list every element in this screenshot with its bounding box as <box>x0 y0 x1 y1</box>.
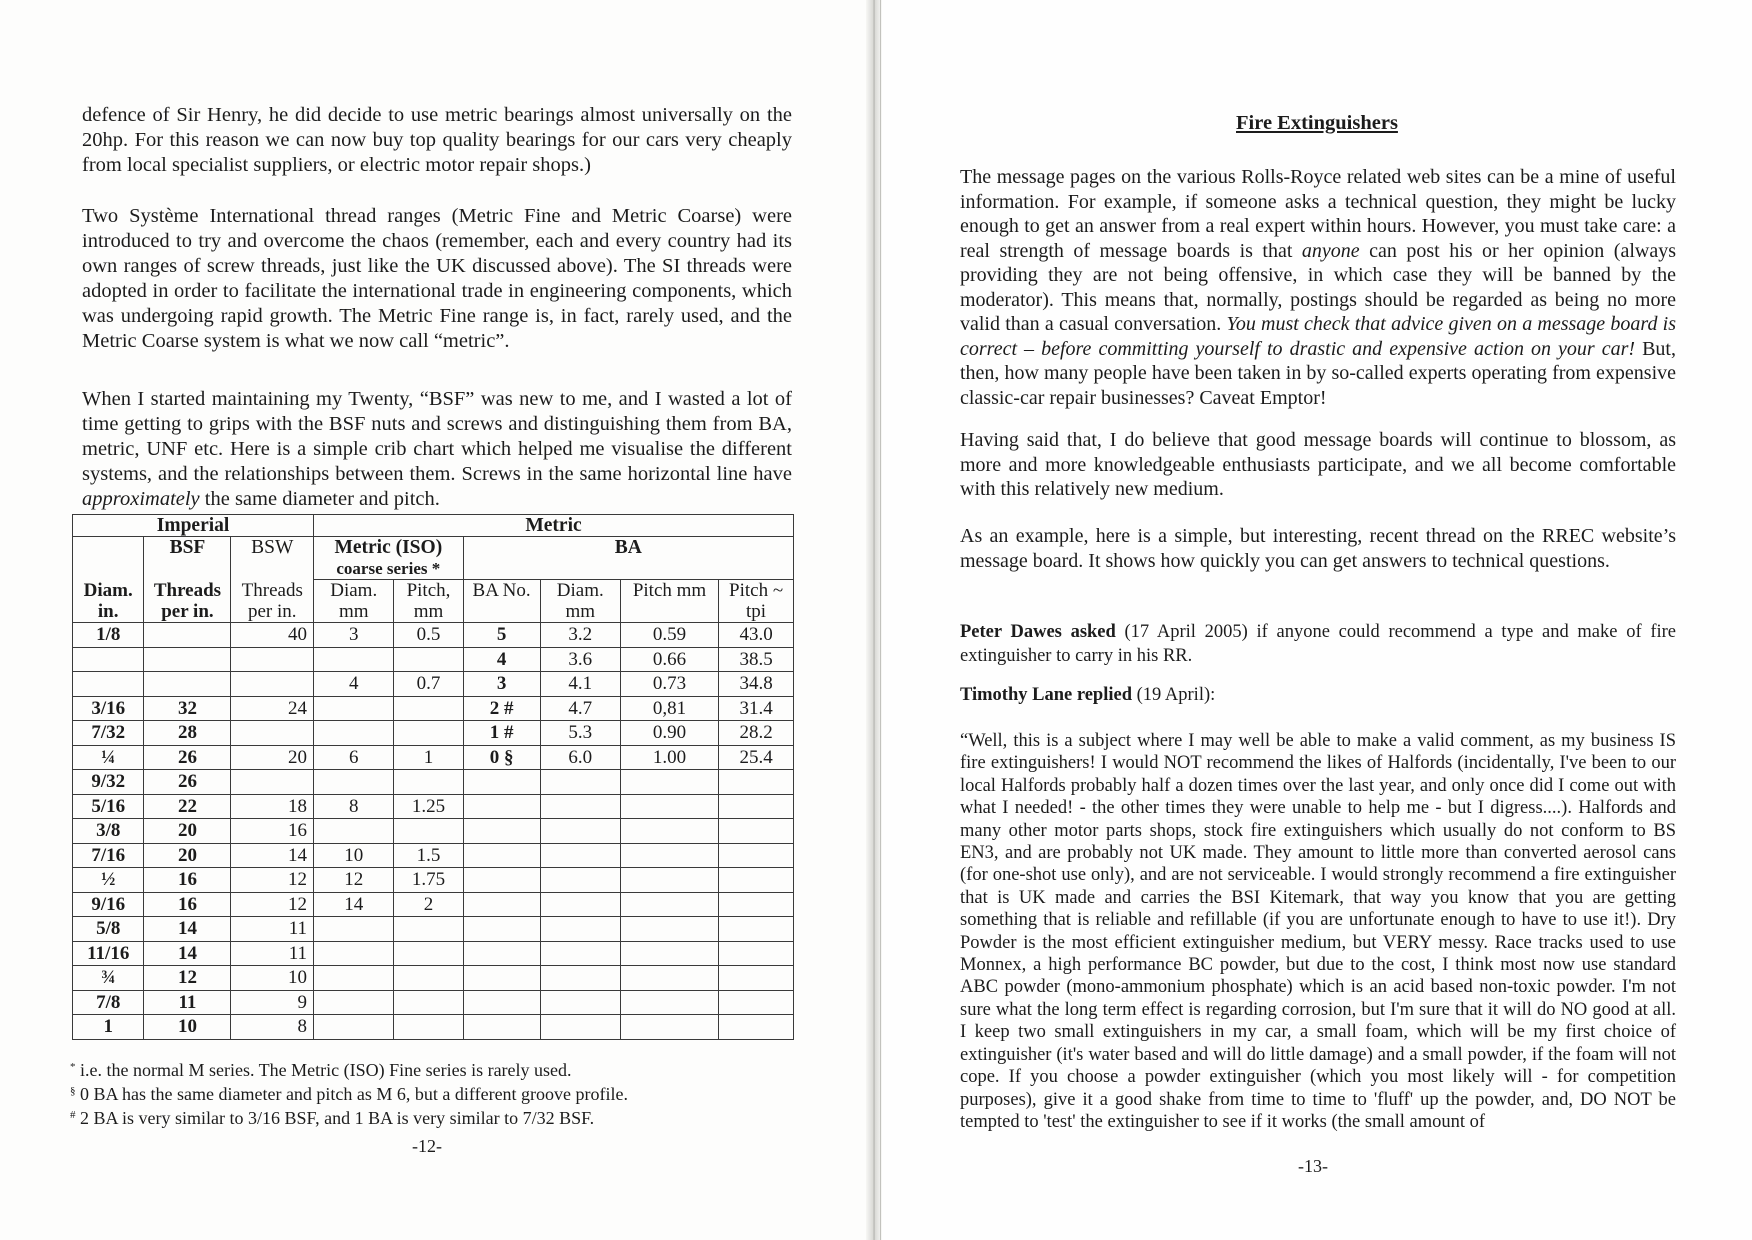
table-cell: 1 <box>394 745 463 770</box>
table-cell: 0.73 <box>620 672 718 697</box>
table-cell <box>719 892 794 917</box>
table-row <box>73 721 794 746</box>
table-footnotes <box>70 1058 790 1130</box>
table-cell: 14 <box>231 843 314 868</box>
table-cell <box>463 966 540 991</box>
table-cell <box>394 1015 463 1040</box>
table-cell: 4 <box>314 672 394 697</box>
table-cell <box>73 647 144 672</box>
table-cell <box>463 794 540 819</box>
right-paragraph-1: The message pages on the various Rolls-Royce related web sites can be a mine of useful information. For example, if someone asks a technical question, they might be lucky enough to get an answer from a real expert within hours. However, you must take care: a real strength of message boards is that anyone can post his or her opinion (always providing they are not being offensive, in which case they will be banned by the moderator). This means that, normally, postings should be regarded as being no more valid than a casual conversation. You must check that advice given on a message board is correct – before committing yourself to drastic and expensive action on your car! But, then, how many people have been taken in by so-called experts operating from expensive classic-car repair businesses? Caveat Emptor! <box>960 166 1676 409</box>
table-cell: 9/32 <box>73 770 144 795</box>
table-cell: 14 <box>144 917 231 942</box>
table-cell: 20 <box>144 843 231 868</box>
table-row <box>73 892 794 917</box>
reply-heading: Timothy Lane replied (19 April): <box>960 685 1216 705</box>
header-bsf: BSF <box>144 537 231 580</box>
table-cell <box>719 990 794 1015</box>
table-cell <box>314 966 394 991</box>
group-metric: Metric <box>314 515 794 537</box>
table-cell: ¾ <box>73 966 144 991</box>
table-cell: 25.4 <box>719 745 794 770</box>
table-cell: 1.25 <box>394 794 463 819</box>
table-cell: 3.2 <box>540 623 620 648</box>
table-cell <box>394 819 463 844</box>
table-cell: 5/8 <box>73 917 144 942</box>
table-cell <box>73 672 144 697</box>
table-cell <box>394 966 463 991</box>
table-cell <box>540 794 620 819</box>
table-cell <box>394 647 463 672</box>
table-cell: 0.5 <box>394 623 463 648</box>
table-cell <box>540 819 620 844</box>
table-row <box>73 868 794 893</box>
table-cell: 3/16 <box>73 696 144 721</box>
table-cell: 0.7 <box>394 672 463 697</box>
table-cell: 9 <box>231 990 314 1015</box>
table-cell: 0,81 <box>620 696 718 721</box>
footnote: * i.e. the normal M series. The Metric (ISO) Fine series is rarely used. <box>70 1060 572 1080</box>
table-cell: 20 <box>144 819 231 844</box>
table-cell: 34.8 <box>719 672 794 697</box>
table-row <box>73 966 794 991</box>
table-cell: 0.66 <box>620 647 718 672</box>
table-cell <box>144 647 231 672</box>
table-cell: 0.59 <box>620 623 718 648</box>
table-cell <box>540 990 620 1015</box>
table-cell: 4.1 <box>540 672 620 697</box>
table-cell: 3.6 <box>540 647 620 672</box>
col-metric-diam: Diam. mm <box>314 580 394 623</box>
table-row <box>73 990 794 1015</box>
table-cell <box>314 990 394 1015</box>
table-cell: 9/16 <box>73 892 144 917</box>
table-cell: 14 <box>144 941 231 966</box>
table-cell: 22 <box>144 794 231 819</box>
left-paragraph-1: defence of Sir Henry, he did decide to use metric bearings almost universally on the 20hp. For this reason we can now buy top quality bearings for our cars very cheaply from local specialist suppliers, or electric motor repair shops.) <box>82 104 792 176</box>
table-cell <box>463 843 540 868</box>
table-cell: 40 <box>231 623 314 648</box>
table-cell: 12 <box>314 868 394 893</box>
table-cell <box>540 868 620 893</box>
table-cell: 8 <box>314 794 394 819</box>
table-cell: 10 <box>144 1015 231 1040</box>
table-cell <box>719 917 794 942</box>
table-cell <box>540 1015 620 1040</box>
table-cell <box>719 819 794 844</box>
table-cell <box>620 770 718 795</box>
table-cell <box>620 819 718 844</box>
table-cell: 8 <box>231 1015 314 1040</box>
table-row <box>73 794 794 819</box>
table-cell: ½ <box>73 868 144 893</box>
table-cell <box>620 990 718 1015</box>
table-cell <box>620 843 718 868</box>
table-cell <box>144 623 231 648</box>
table-cell: 2 <box>394 892 463 917</box>
col-metric-pitch: Pitch, mm <box>394 580 463 623</box>
table-cell <box>314 941 394 966</box>
table-cell <box>719 843 794 868</box>
page-number-right: -13- <box>1298 1156 1328 1176</box>
left-paragraph-3: When I started maintaining my Twenty, “BSF” was new to me, and I wasted a lot of time getting to grips with the BSF nuts and screws and distinguishing them from BA, metric, UNF etc. Here is a simple crib chart which helped me visualise the different systems, and the relationships between them. Screws in the same horizontal line have approximately the same diameter and pitch. <box>82 388 792 510</box>
emphasis-approximately: approximately <box>82 488 200 510</box>
table-cell: 16 <box>231 819 314 844</box>
table-row <box>73 770 794 795</box>
right-paragraph-2: Having said that, I do believe that good message boards will continue to blossom, as more and more knowledgeable enthusiasts participate, and we all become comfortable with this relatively new medium. <box>960 429 1676 500</box>
left-paragraph-2: Two Système International thread ranges (Metric Fine and Metric Coarse) were introduced to try and overcome the chaos (remember, each and every country had its own ranges of screw threads, just like the UK discussed above). The SI threads were adopted in order to facilitate the international trade in engineering components, which was undergoing rapid growth. The Metric Fine range is, in fact, rarely used, and the Metric Coarse system is what we now call “metric”. <box>82 205 792 352</box>
table-cell: 1/8 <box>73 623 144 648</box>
table-cell <box>394 721 463 746</box>
table-cell: 5/16 <box>73 794 144 819</box>
table-cell: 0 § <box>463 745 540 770</box>
table-cell: 6 <box>314 745 394 770</box>
table-cell <box>463 892 540 917</box>
table-cell: 3/8 <box>73 819 144 844</box>
table-cell: 11 <box>231 941 314 966</box>
table-cell <box>463 868 540 893</box>
right-paragraph-3: As an example, here is a simple, but interesting, recent thread on the RREC website’s message board. It shows how quickly you can get answers to technical questions. <box>960 525 1676 572</box>
table-cell <box>540 843 620 868</box>
table-cell <box>719 941 794 966</box>
table-cell <box>394 917 463 942</box>
table-cell <box>620 917 718 942</box>
table-cell <box>394 696 463 721</box>
table-cell <box>620 794 718 819</box>
table-cell: 10 <box>231 966 314 991</box>
header-bsw: BSW <box>231 537 314 580</box>
table-cell: 7/32 <box>73 721 144 746</box>
table-cell: 11/16 <box>73 941 144 966</box>
table-cell: 31.4 <box>719 696 794 721</box>
table-cell <box>231 770 314 795</box>
table-cell: 16 <box>144 868 231 893</box>
table-cell <box>463 990 540 1015</box>
table-cell: 11 <box>144 990 231 1015</box>
table-cell: 6.0 <box>540 745 620 770</box>
table-cell: 5.3 <box>540 721 620 746</box>
table-cell <box>314 647 394 672</box>
table-cell <box>394 990 463 1015</box>
header-ba: BA <box>463 537 793 580</box>
table-row <box>73 623 794 648</box>
table-row <box>73 917 794 942</box>
table-cell: 12 <box>231 892 314 917</box>
table-cell <box>231 721 314 746</box>
thread-crib-table <box>72 514 794 1040</box>
table-cell <box>231 672 314 697</box>
table-cell <box>463 770 540 795</box>
table-cell: 12 <box>144 966 231 991</box>
table-cell: 1.00 <box>620 745 718 770</box>
table-cell: 26 <box>144 770 231 795</box>
table-cell <box>540 941 620 966</box>
table-cell <box>314 721 394 746</box>
table-cell <box>231 647 314 672</box>
table-row <box>73 941 794 966</box>
table-cell: 43.0 <box>719 623 794 648</box>
table-cell <box>620 1015 718 1040</box>
table-cell <box>463 941 540 966</box>
left-page <box>0 0 874 1240</box>
table-cell <box>540 966 620 991</box>
table-cell <box>394 941 463 966</box>
table-cell <box>620 868 718 893</box>
table-cell: 10 <box>314 843 394 868</box>
table-cell <box>463 819 540 844</box>
table-cell: 24 <box>231 696 314 721</box>
table-row <box>73 745 794 770</box>
table-cell <box>394 770 463 795</box>
table-cell <box>314 819 394 844</box>
table-cell <box>314 917 394 942</box>
table-row <box>73 1015 794 1040</box>
spine-divider <box>880 0 881 1240</box>
table-cell <box>719 966 794 991</box>
col-diam-in: Diam. in. <box>73 580 144 623</box>
table-cell <box>620 941 718 966</box>
table-cell <box>719 1015 794 1040</box>
col-bsw-tpi: Threads per in. <box>231 580 314 623</box>
table-cell <box>620 966 718 991</box>
table-cell <box>719 770 794 795</box>
table-cell: 1 <box>73 1015 144 1040</box>
table-cell <box>463 1015 540 1040</box>
table-cell: 3 <box>314 623 394 648</box>
table-cell <box>314 696 394 721</box>
table-cell: 28.2 <box>719 721 794 746</box>
col-bsf-tpi: Threads per in. <box>144 580 231 623</box>
table-cell <box>540 917 620 942</box>
table-cell: 20 <box>231 745 314 770</box>
col-ba-diam: Diam. mm <box>540 580 620 623</box>
table-row <box>73 843 794 868</box>
table-cell <box>540 892 620 917</box>
table-cell: 18 <box>231 794 314 819</box>
table-cell <box>463 917 540 942</box>
table-row <box>73 647 794 672</box>
table-cell: 38.5 <box>719 647 794 672</box>
table-cell: 1.75 <box>394 868 463 893</box>
footnote: # 2 BA is very similar to 3/16 BSF, and 1 BA is very similar to 7/32 BSF. <box>70 1108 595 1128</box>
table-cell <box>314 1015 394 1040</box>
col-ba-no: BA No. <box>463 580 540 623</box>
table-cell: 11 <box>231 917 314 942</box>
page-number-left: -12- <box>412 1136 442 1156</box>
table-cell: 28 <box>144 721 231 746</box>
table-cell: 26 <box>144 745 231 770</box>
article-title: Fire Extinguishers <box>1236 112 1398 134</box>
table-cell: 2 # <box>463 696 540 721</box>
table-cell <box>620 892 718 917</box>
table-cell <box>540 770 620 795</box>
table-cell <box>719 868 794 893</box>
table-row <box>73 696 794 721</box>
group-imperial: Imperial <box>73 515 314 537</box>
footnote: § 0 BA has the same diameter and pitch as M 6, but a different groove profile. <box>70 1084 629 1104</box>
table-cell: 32 <box>144 696 231 721</box>
table-cell <box>719 794 794 819</box>
table-cell: 5 <box>463 623 540 648</box>
table-cell: 12 <box>231 868 314 893</box>
table-cell: ¼ <box>73 745 144 770</box>
table-cell: 7/8 <box>73 990 144 1015</box>
table-cell: 0.90 <box>620 721 718 746</box>
table-cell: 1 # <box>463 721 540 746</box>
reply-quote: “Well, this is a subject where I may well be able to make a valid comment, as my business IS fire extinguishers! I would NOT recommend the likes of Halfords (incidentally, I've been to our local Halfords probably half a dozen times over the last year, and only once did I come out with what I needed! - the other times they were unable to help me - but I digress....). Halfords and many other motor parts shops, stock fire extinguishers which usually do not conform to BS EN3, and are probably not UK made. They amount to little more than converted aerosol cans (for one-shot use only), and are not serviceable. I would strongly recommend a fire extinguisher that is UK made and carries the BSI Kitemark, that way you know that you are getting something that is reliable and refillable (if you are unfortunate enough to have to use it!). Dry Powder is the most efficient extinguisher medium, but VERY messy. Race tracks used to use Monnex, a high performance BC powder, but due to the cost, I think most now use standard ABC powder (mono-ammonium phosphate) which is an acid based non-toxic powder. I'm not sure what the long term effect is regarding corrosion, but I'm sure that it will do NO good at all. I keep two small extinguishers in my car, a small foam, which will be my first choice of extinguisher (it's water based and will do little damage) and a small powder, if the foam will not cope. If you choose a powder extinguisher (which you most likely will - for competition purposes), give it a good shake from time to time to 'fluff' up the powder, and, DO NOT be tempted to 'test' the extinguisher to see if it works (the small amount of <box>960 731 1676 1132</box>
table-row <box>73 672 794 697</box>
table-row <box>73 819 794 844</box>
table-cell: 3 <box>463 672 540 697</box>
table-cell: 16 <box>144 892 231 917</box>
table-cell <box>144 672 231 697</box>
table-cell <box>314 770 394 795</box>
question-paragraph: Peter Dawes asked (17 April 2005) if anyone could recommend a type and make of fire extinguisher to carry in his RR. <box>960 622 1676 666</box>
table-cell: 1.5 <box>394 843 463 868</box>
table-cell: 14 <box>314 892 394 917</box>
col-ba-pitch-tpi: Pitch ~ tpi <box>719 580 794 623</box>
header-metric-iso: Metric (ISO) coarse series * <box>314 537 464 580</box>
table-cell: 7/16 <box>73 843 144 868</box>
col-ba-pitch-mm: Pitch mm <box>620 580 718 623</box>
table-cell: 4 <box>463 647 540 672</box>
table-cell: 4.7 <box>540 696 620 721</box>
